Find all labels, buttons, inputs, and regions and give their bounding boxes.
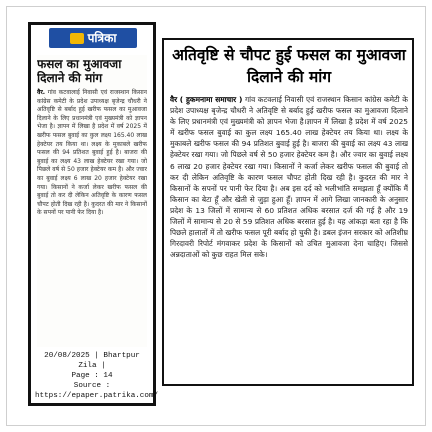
article-body xyxy=(170,94,408,384)
caption-source-label: Source : xyxy=(73,382,111,390)
newspaper-logo xyxy=(49,28,137,48)
emblem-icon xyxy=(70,33,84,44)
newspaper-name: पत्रिका xyxy=(87,31,117,45)
caption-page: Page : 14 xyxy=(71,372,113,380)
article-zoom xyxy=(162,38,414,386)
clip-article xyxy=(37,55,147,347)
clip-headline: फसल का मुआवजा दिलाने की मांग xyxy=(37,57,122,85)
clip-caption: 20/08/2025 | Bhartpur Zila | Page : 14 Source : https://epaper.patrika.com/ xyxy=(35,352,159,400)
clip-text: गांव कटवालाई निवासी एवं राजस्थान किसान कांग्रेस कमेटी के प्रदेश उपाध्यक्ष बृजेन्द्र चौधरी ने अतिवृष्टि से बर्बाद हुई खरीफ फसल का मुआवजा दिलाने के लिए प्रधानमंत्री एवं मुख्यमंत्री को ज्ञापन भेजा है। ज्ञापन में लिखा है प्रदेश में वर्ष 2025 में खरीफ फसल बुवाई का कुल लक्ष्य 165.40 लाख हेक्टेयर तय किया था। लक्ष्य के मुकाबले खरीफ फसल की 94 प्रतिशत बुवाई हुई है। बाजरा की बुवाई का लक्ष्य 43 लाख हेक्टेयर रखा गया। जो पिछले वर्ष से 50 हजार हेक्टेयर कम है। और ज्वार का बुवाई लक्ष्य 6 लाख 20 हजार हेक्टेयर रखा गया। किसानों ने कर्जा लेकर खरीफ फसल की बुवाई तो कर दी लेकिन अतिवृष्टि के कारण फसल चौपट होती दिख रही है। कुदरत की मार ने किसानों के सपनों पर पानी फेर दिया है। xyxy=(37,89,147,217)
caption-source-url[interactable]: https://epaper.patrika.com/ xyxy=(35,392,159,400)
caption-edition: Bhartpur Zila xyxy=(78,352,140,370)
article-place: वैर xyxy=(170,95,178,104)
article-title: अतिवृष्टि से चौपट हुई फसल का मुआवजा दिलाने की मांग xyxy=(172,45,406,86)
article-agency: ( हुकमनामा समाचार ) xyxy=(179,95,243,104)
newspaper-clipping xyxy=(28,22,159,406)
newspaper-masthead xyxy=(31,25,153,51)
article-text: गांव कटवलाई निवासी एवं राजस्थान किसान कांग्रेस कमेटी के प्रदेश उपाध्यक्ष बृजेन्द्र चौधरी ने अतिवृष्टि से बर्बाद हुई खरीफ फसल का मुआवजा दिलाने के लिए प्रधानमंत्री एवं मुख्यमंत्री को ज्ञापन भेजा है।ज्ञापन में लिखा है प्रदेश में वर्ष 2025 में खरीफ फसल बुवाई का कुल लक्ष्य 165.40 लाख हेक्टेयर तय किया था। लक्ष्य के मुकाबले खरीफ फसल की 94 प्रतिशत बुवाई हुई है। बाजरा की बुवाई का लक्ष्य 43 लाख हेक्टेयर रखा गया। जो पिछले वर्ष से 50 हजार हेक्टेयर कम है। और ज्वार का बुवाई लक्ष्य 6 लाख 20 हजार हेक्टेयर रखा गया। किसानों ने कर्जा लेकर खरीफ फसल की बुवाई तो कर दी लेकिन अतिवृष्टि के कारण फसल चौपट होती दिख रही है। कुदरत की मार ने किसानों के सपनों पर पानी फेर दिया है। अब इस दर्द को भलीभांति समझता हूँ क्योंकि मैं किसान का बेटा हूँ और खेती से जुड़ा हुआ हूँ। ज्ञापन में आगे लिखा जानकारी के अनुसार प्रदेश के 13 जिलों में सामान्य से 60 प्रतिशत अधिक बरसात दर्ज की गई है और 19 जिलों में सामान्य से 20 से 59 प्रतिशत अधिक बरसात हुई है। यह आंकड़ा बता रहा है कि पिछले हालातों में तो खरीफ फसल पूरी बर्बाद हो चुकी है। डबल इंजन सरकार को अतिशीघ्र गिरदावरी रिपोर्ट मंगवाकर प्रदेश के किसानों को उचित मुआवजा देना चाहिए। जिससे अन्नदाताओं को कुछ राहत मिल सके। xyxy=(170,95,408,260)
caption-date: 20/08/2025 xyxy=(44,352,90,360)
clip-body xyxy=(37,89,147,218)
clip-dateline: वैर. xyxy=(37,89,46,96)
